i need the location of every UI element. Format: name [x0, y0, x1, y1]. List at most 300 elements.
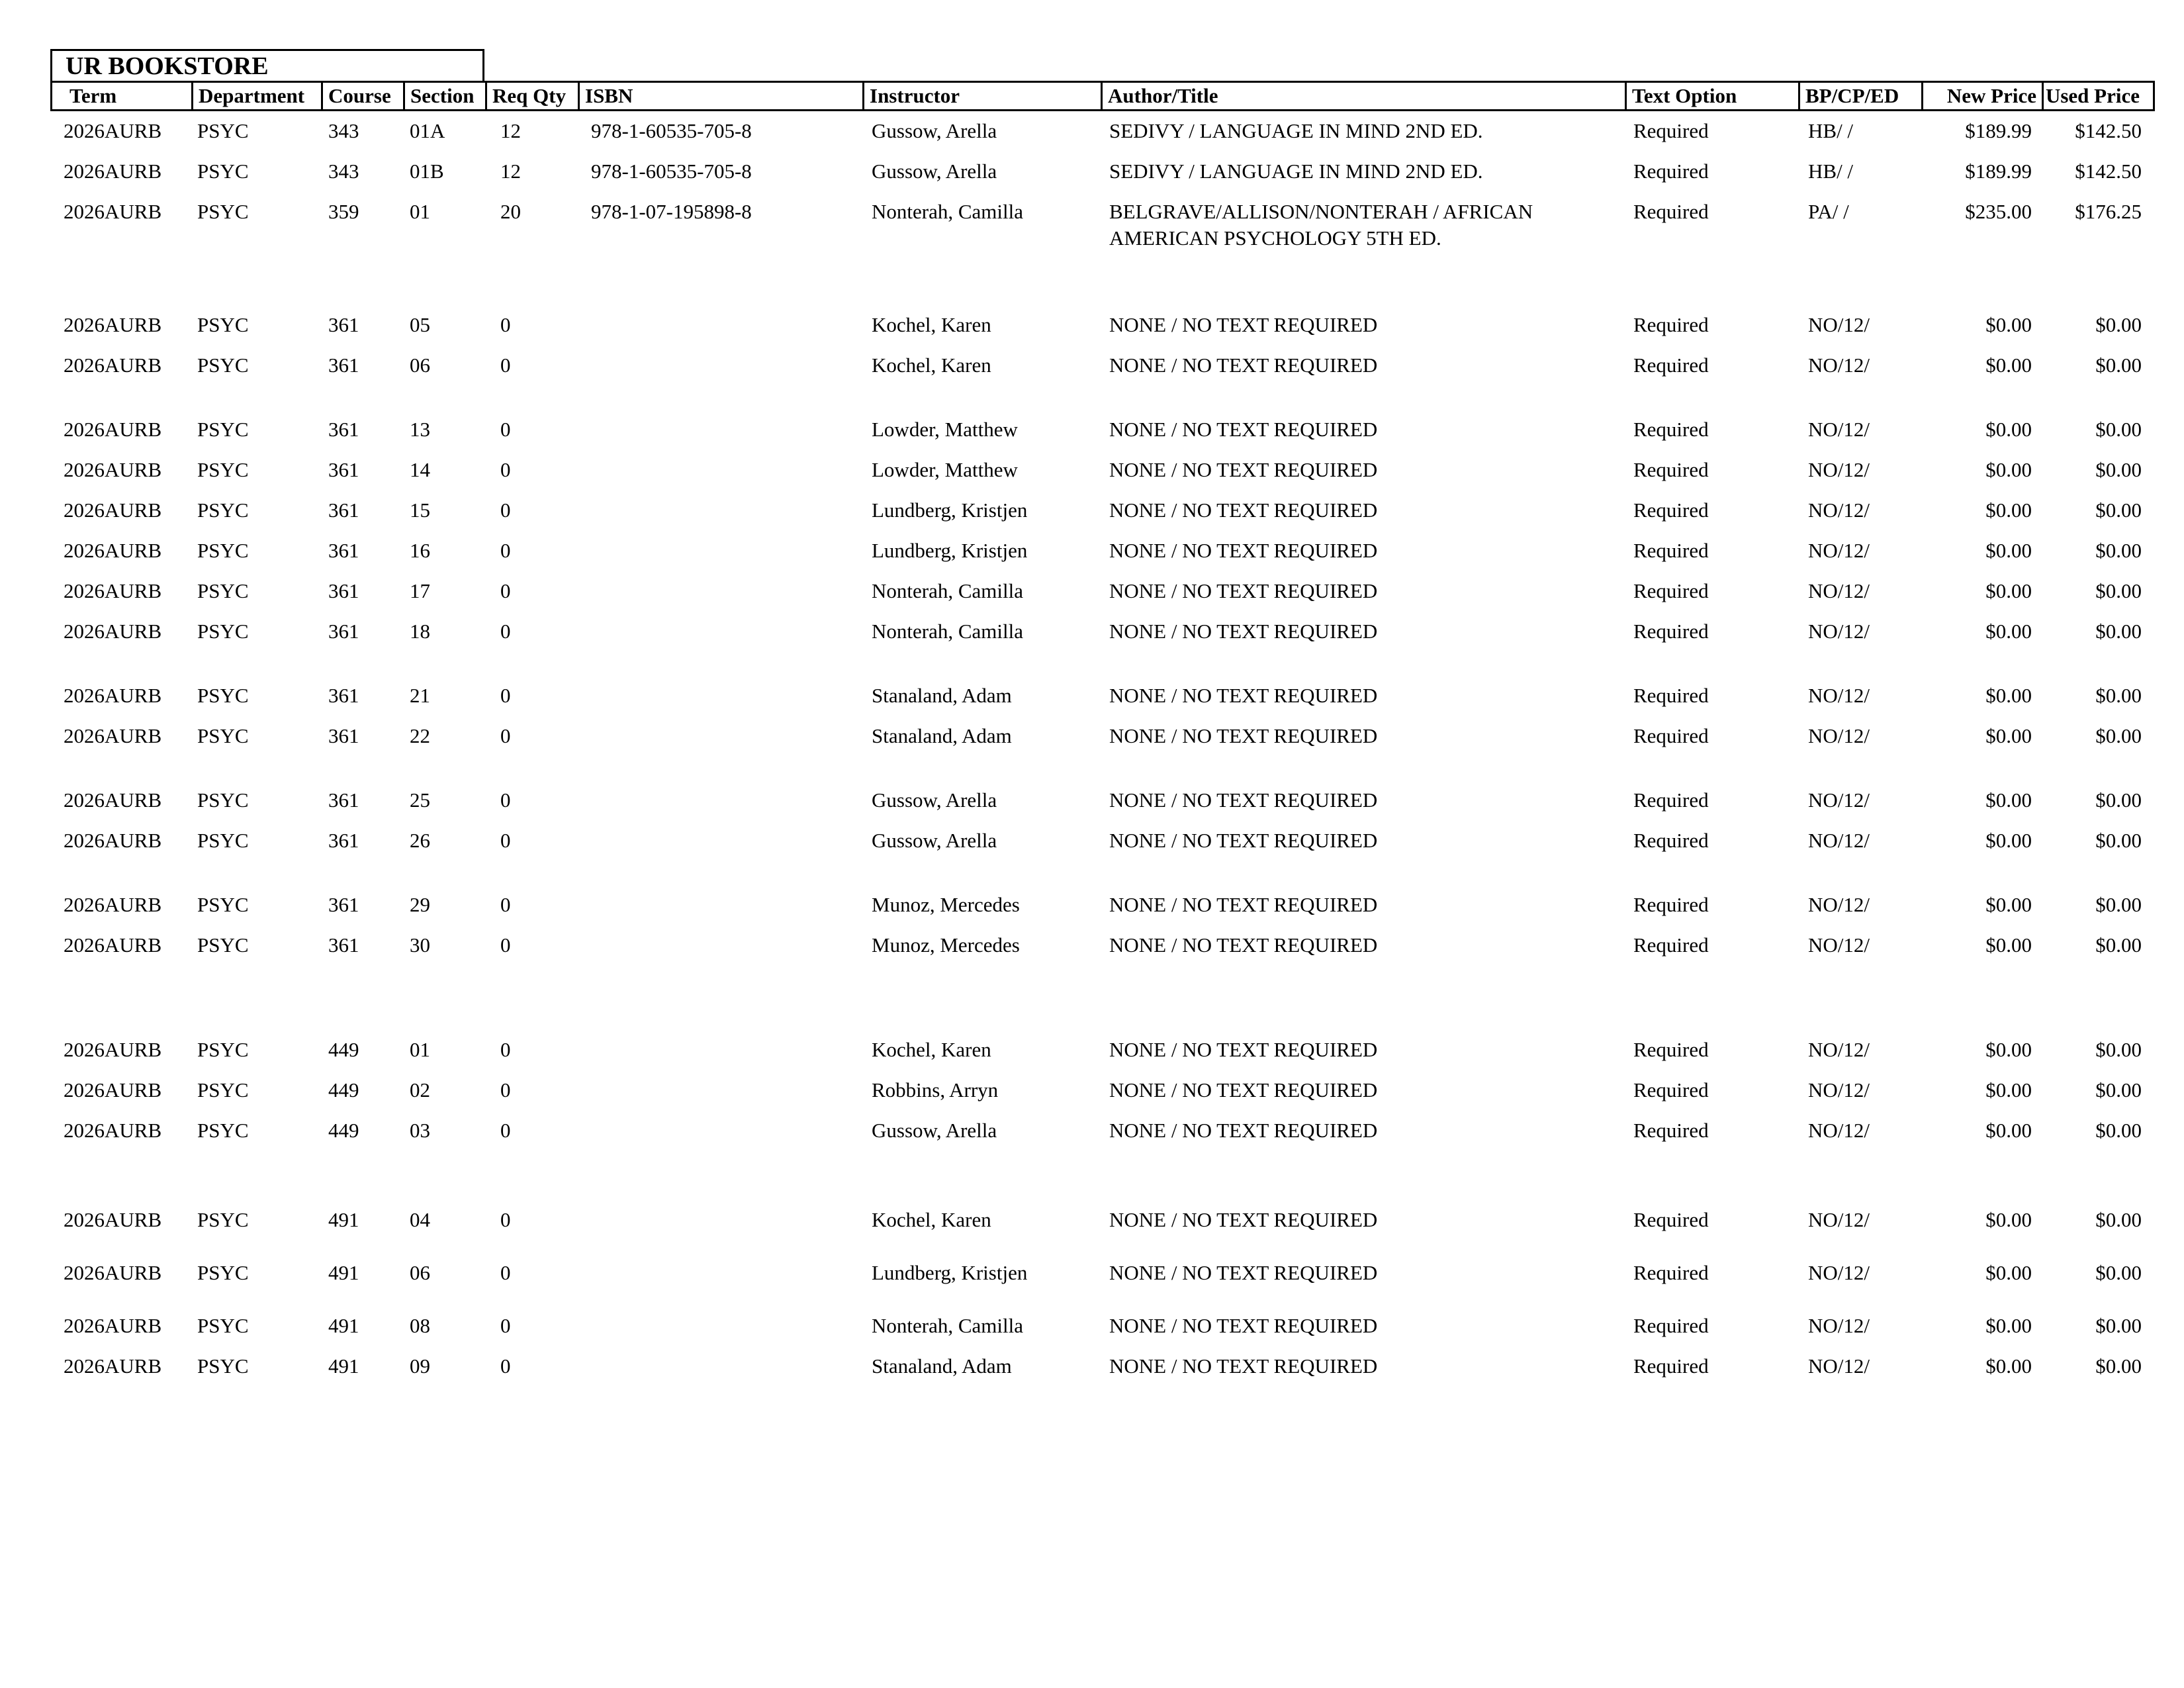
cell-text-option: Required	[1633, 1038, 1709, 1061]
cell-department: PSYC	[197, 620, 249, 643]
cell-text-option: Required	[1633, 498, 1709, 522]
cell-req-qty: 12	[500, 160, 521, 183]
cell-course: 361	[328, 788, 359, 812]
cell-term: 2026AURB	[64, 788, 162, 812]
cell-department: PSYC	[197, 1261, 249, 1284]
cell-instructor: Lundberg, Kristjen	[872, 1261, 1028, 1284]
table-row	[0, 118, 2184, 144]
cell-course: 361	[328, 458, 359, 481]
cell-req-qty: 0	[500, 933, 511, 957]
cell-bp-cp-ed: NO/12/	[1808, 579, 1870, 602]
cell-new-price: $0.00	[1985, 684, 2032, 707]
cell-term: 2026AURB	[64, 313, 162, 336]
cell-instructor: Gussow, Arella	[872, 1119, 997, 1142]
cell-req-qty: 0	[500, 893, 511, 916]
cell-text-option: Required	[1633, 1354, 1709, 1378]
cell-new-price: $0.00	[1985, 893, 2032, 916]
cell-bp-cp-ed: NO/12/	[1808, 1119, 1870, 1142]
cell-bp-cp-ed: NO/12/	[1808, 498, 1870, 522]
cell-bp-cp-ed: NO/12/	[1808, 1038, 1870, 1061]
cell-new-price: $0.00	[1985, 1119, 2032, 1142]
cell-text-option: Required	[1633, 418, 1709, 441]
cell-section: 13	[410, 418, 430, 441]
cell-req-qty: 0	[500, 313, 511, 336]
cell-new-price: $0.00	[1985, 539, 2032, 562]
table-row	[0, 1077, 2184, 1103]
cell-term: 2026AURB	[64, 353, 162, 377]
cell-used-price: $176.25	[2075, 200, 2142, 223]
cell-course: 343	[328, 160, 359, 183]
cell-section: 03	[410, 1119, 430, 1142]
table-row	[0, 199, 2184, 250]
cell-used-price: $0.00	[2095, 933, 2142, 957]
cell-section: 02	[410, 1078, 430, 1102]
table-row	[0, 1037, 2184, 1063]
table-row	[0, 1313, 2184, 1339]
cell-department: PSYC	[197, 1354, 249, 1378]
cell-department: PSYC	[197, 579, 249, 602]
cell-author-title: SEDIVY / LANGUAGE IN MIND 2ND ED.	[1109, 119, 1483, 142]
cell-instructor: Stanaland, Adam	[872, 1354, 1012, 1378]
cell-section: 09	[410, 1354, 430, 1378]
cell-new-price: $0.00	[1985, 418, 2032, 441]
cell-author-title: NONE / NO TEXT REQUIRED	[1109, 1261, 1378, 1284]
cell-course: 361	[328, 313, 359, 336]
cell-author-title: NONE / NO TEXT REQUIRED	[1109, 829, 1378, 852]
table-row	[0, 827, 2184, 854]
cell-used-price: $142.50	[2075, 119, 2142, 142]
cell-text-option: Required	[1633, 829, 1709, 852]
cell-req-qty: 0	[500, 353, 511, 377]
header-isbn: ISBN	[578, 83, 862, 109]
cell-used-price: $0.00	[2095, 684, 2142, 707]
cell-term: 2026AURB	[64, 498, 162, 522]
table-row	[0, 1353, 2184, 1380]
cell-used-price: $0.00	[2095, 458, 2142, 481]
cell-department: PSYC	[197, 313, 249, 336]
cell-req-qty: 20	[500, 200, 521, 223]
cell-used-price: $0.00	[2095, 829, 2142, 852]
cell-req-qty: 0	[500, 579, 511, 602]
cell-term: 2026AURB	[64, 539, 162, 562]
cell-term: 2026AURB	[64, 724, 162, 747]
cell-text-option: Required	[1633, 119, 1709, 142]
cell-term: 2026AURB	[64, 418, 162, 441]
cell-bp-cp-ed: NO/12/	[1808, 418, 1870, 441]
header-used-price: Used Price	[2042, 83, 2153, 109]
cell-section: 14	[410, 458, 430, 481]
cell-department: PSYC	[197, 1038, 249, 1061]
cell-used-price: $0.00	[2095, 418, 2142, 441]
header-req-qty: Req Qty	[485, 83, 578, 109]
cell-text-option: Required	[1633, 1208, 1709, 1231]
cell-req-qty: 12	[500, 119, 521, 142]
cell-term: 2026AURB	[64, 684, 162, 707]
cell-new-price: $0.00	[1985, 458, 2032, 481]
cell-department: PSYC	[197, 498, 249, 522]
cell-department: PSYC	[197, 418, 249, 441]
header-author-title: Author/Title	[1101, 83, 1625, 109]
cell-instructor: Kochel, Karen	[872, 1038, 991, 1061]
cell-req-qty: 0	[500, 620, 511, 643]
cell-instructor: Lundberg, Kristjen	[872, 539, 1028, 562]
cell-author-title: SEDIVY / LANGUAGE IN MIND 2ND ED.	[1109, 160, 1483, 183]
cell-section: 25	[410, 788, 430, 812]
cell-new-price: $0.00	[1985, 1314, 2032, 1337]
cell-term: 2026AURB	[64, 200, 162, 223]
cell-req-qty: 0	[500, 539, 511, 562]
header-term: Term	[69, 84, 117, 107]
cell-text-option: Required	[1633, 1314, 1709, 1337]
cell-bp-cp-ed: HB/ /	[1808, 119, 1854, 142]
cell-term: 2026AURB	[64, 1354, 162, 1378]
cell-course: 361	[328, 893, 359, 916]
cell-text-option: Required	[1633, 620, 1709, 643]
cell-department: PSYC	[197, 1078, 249, 1102]
cell-bp-cp-ed: HB/ /	[1808, 160, 1854, 183]
cell-section: 01	[410, 200, 430, 223]
cell-instructor: Nonterah, Camilla	[872, 200, 1023, 223]
cell-instructor: Gussow, Arella	[872, 829, 997, 852]
table-row	[0, 723, 2184, 749]
cell-text-option: Required	[1633, 933, 1709, 957]
cell-instructor: Stanaland, Adam	[872, 724, 1012, 747]
cell-instructor: Nonterah, Camilla	[872, 579, 1023, 602]
cell-new-price: $0.00	[1985, 313, 2032, 336]
cell-section: 06	[410, 1261, 430, 1284]
cell-course: 361	[328, 498, 359, 522]
cell-bp-cp-ed: NO/12/	[1808, 1078, 1870, 1102]
cell-author-title: NONE / NO TEXT REQUIRED	[1109, 684, 1378, 707]
cell-instructor: Kochel, Karen	[872, 353, 991, 377]
cell-course: 491	[328, 1208, 359, 1231]
cell-text-option: Required	[1633, 539, 1709, 562]
cell-department: PSYC	[197, 788, 249, 812]
cell-used-price: $142.50	[2075, 160, 2142, 183]
cell-term: 2026AURB	[64, 160, 162, 183]
cell-author-title: NONE / NO TEXT REQUIRED	[1109, 1078, 1378, 1102]
cell-new-price: $0.00	[1985, 1208, 2032, 1231]
cell-new-price: $0.00	[1985, 933, 2032, 957]
cell-department: PSYC	[197, 933, 249, 957]
cell-course: 361	[328, 579, 359, 602]
cell-req-qty: 0	[500, 498, 511, 522]
header-bp-cp-ed: BP/CP/ED	[1798, 83, 1921, 109]
cell-course: 343	[328, 119, 359, 142]
cell-author-title: NONE / NO TEXT REQUIRED	[1109, 1314, 1378, 1337]
cell-author-title: NONE / NO TEXT REQUIRED	[1109, 724, 1378, 747]
cell-req-qty: 0	[500, 829, 511, 852]
cell-section: 15	[410, 498, 430, 522]
cell-used-price: $0.00	[2095, 620, 2142, 643]
cell-department: PSYC	[197, 160, 249, 183]
cell-new-price: $189.99	[1965, 160, 2032, 183]
cell-instructor: Robbins, Arryn	[872, 1078, 999, 1102]
cell-used-price: $0.00	[2095, 313, 2142, 336]
cell-course: 361	[328, 539, 359, 562]
cell-new-price: $0.00	[1985, 788, 2032, 812]
table-row	[0, 457, 2184, 483]
table-row	[0, 158, 2184, 185]
table-row	[0, 682, 2184, 709]
cell-department: PSYC	[197, 539, 249, 562]
cell-term: 2026AURB	[64, 829, 162, 852]
cell-bp-cp-ed: PA/ /	[1808, 200, 1849, 223]
cell-section: 16	[410, 539, 430, 562]
cell-text-option: Required	[1633, 200, 1709, 223]
cell-req-qty: 0	[500, 418, 511, 441]
cell-course: 361	[328, 933, 359, 957]
cell-req-qty: 0	[500, 1119, 511, 1142]
cell-course: 361	[328, 829, 359, 852]
cell-req-qty: 0	[500, 458, 511, 481]
header-department: Department	[191, 83, 321, 109]
cell-bp-cp-ed: NO/12/	[1808, 1314, 1870, 1337]
cell-term: 2026AURB	[64, 119, 162, 142]
cell-instructor: Lowder, Matthew	[872, 418, 1018, 441]
cell-new-price: $0.00	[1985, 1038, 2032, 1061]
table-row	[0, 538, 2184, 564]
cell-author-title: NONE / NO TEXT REQUIRED	[1109, 313, 1378, 336]
cell-author-title: NONE / NO TEXT REQUIRED	[1109, 353, 1378, 377]
table-row	[0, 787, 2184, 814]
cell-instructor: Gussow, Arella	[872, 788, 997, 812]
cell-bp-cp-ed: NO/12/	[1808, 1261, 1870, 1284]
cell-req-qty: 0	[500, 724, 511, 747]
table-row	[0, 618, 2184, 645]
cell-author-title: NONE / NO TEXT REQUIRED	[1109, 893, 1378, 916]
cell-req-qty: 0	[500, 1078, 511, 1102]
cell-new-price: $0.00	[1985, 1354, 2032, 1378]
cell-used-price: $0.00	[2095, 1208, 2142, 1231]
cell-bp-cp-ed: NO/12/	[1808, 1354, 1870, 1378]
cell-section: 01B	[410, 160, 444, 183]
cell-text-option: Required	[1633, 313, 1709, 336]
cell-new-price: $189.99	[1965, 119, 2032, 142]
cell-section: 08	[410, 1314, 430, 1337]
cell-used-price: $0.00	[2095, 1119, 2142, 1142]
cell-new-price: $235.00	[1965, 200, 2032, 223]
cell-section: 05	[410, 313, 430, 336]
cell-author-title: NONE / NO TEXT REQUIRED	[1109, 620, 1378, 643]
header-course: Course	[321, 83, 403, 109]
report-title: UR BOOKSTORE	[50, 49, 484, 81]
cell-author-title: NONE / NO TEXT REQUIRED	[1109, 1119, 1378, 1142]
cell-used-price: $0.00	[2095, 539, 2142, 562]
cell-department: PSYC	[197, 1119, 249, 1142]
cell-text-option: Required	[1633, 160, 1709, 183]
cell-used-price: $0.00	[2095, 1354, 2142, 1378]
cell-text-option: Required	[1633, 1119, 1709, 1142]
cell-department: PSYC	[197, 1208, 249, 1231]
cell-text-option: Required	[1633, 1261, 1709, 1284]
cell-used-price: $0.00	[2095, 1038, 2142, 1061]
cell-term: 2026AURB	[64, 1119, 162, 1142]
cell-used-price: $0.00	[2095, 1261, 2142, 1284]
cell-instructor: Gussow, Arella	[872, 160, 997, 183]
cell-course: 491	[328, 1261, 359, 1284]
cell-used-price: $0.00	[2095, 724, 2142, 747]
cell-term: 2026AURB	[64, 1038, 162, 1061]
cell-instructor: Gussow, Arella	[872, 119, 997, 142]
cell-section: 18	[410, 620, 430, 643]
cell-instructor: Stanaland, Adam	[872, 684, 1012, 707]
cell-new-price: $0.00	[1985, 829, 2032, 852]
cell-department: PSYC	[197, 458, 249, 481]
cell-used-price: $0.00	[2095, 579, 2142, 602]
table-row	[0, 352, 2184, 379]
cell-new-price: $0.00	[1985, 620, 2032, 643]
cell-department: PSYC	[197, 724, 249, 747]
cell-text-option: Required	[1633, 353, 1709, 377]
cell-req-qty: 0	[500, 788, 511, 812]
cell-isbn: 978-1-60535-705-8	[591, 119, 752, 142]
table-row	[0, 932, 2184, 959]
cell-text-option: Required	[1633, 893, 1709, 916]
cell-department: PSYC	[197, 829, 249, 852]
cell-section: 01	[410, 1038, 430, 1061]
cell-course: 491	[328, 1314, 359, 1337]
cell-isbn: 978-1-60535-705-8	[591, 160, 752, 183]
cell-term: 2026AURB	[64, 933, 162, 957]
cell-bp-cp-ed: NO/12/	[1808, 353, 1870, 377]
cell-isbn: 978-1-07-195898-8	[591, 200, 752, 223]
table-row	[0, 578, 2184, 604]
cell-term: 2026AURB	[64, 620, 162, 643]
cell-department: PSYC	[197, 353, 249, 377]
header-instructor: Instructor	[862, 83, 1101, 109]
cell-department: PSYC	[197, 200, 249, 223]
table-row	[0, 1260, 2184, 1286]
cell-author-title: NONE / NO TEXT REQUIRED	[1109, 1208, 1378, 1231]
cell-section: 30	[410, 933, 430, 957]
cell-author-title: NONE / NO TEXT REQUIRED	[1109, 1038, 1378, 1061]
cell-term: 2026AURB	[64, 1261, 162, 1284]
cell-new-price: $0.00	[1985, 498, 2032, 522]
cell-author-title: NONE / NO TEXT REQUIRED	[1109, 498, 1378, 522]
header-text-option: Text Option	[1625, 83, 1798, 109]
cell-used-price: $0.00	[2095, 788, 2142, 812]
cell-course: 361	[328, 620, 359, 643]
cell-course: 359	[328, 200, 359, 223]
cell-department: PSYC	[197, 119, 249, 142]
cell-bp-cp-ed: NO/12/	[1808, 933, 1870, 957]
cell-term: 2026AURB	[64, 579, 162, 602]
cell-used-price: $0.00	[2095, 1078, 2142, 1102]
cell-req-qty: 0	[500, 1038, 511, 1061]
cell-section: 06	[410, 353, 430, 377]
cell-used-price: $0.00	[2095, 353, 2142, 377]
cell-text-option: Required	[1633, 724, 1709, 747]
cell-instructor: Kochel, Karen	[872, 1208, 991, 1231]
cell-req-qty: 0	[500, 1354, 511, 1378]
cell-bp-cp-ed: NO/12/	[1808, 1208, 1870, 1231]
cell-bp-cp-ed: NO/12/	[1808, 539, 1870, 562]
cell-new-price: $0.00	[1985, 724, 2032, 747]
cell-req-qty: 0	[500, 1261, 511, 1284]
cell-course: 361	[328, 418, 359, 441]
cell-used-price: $0.00	[2095, 893, 2142, 916]
cell-course: 491	[328, 1354, 359, 1378]
cell-course: 361	[328, 684, 359, 707]
cell-author-title: NONE / NO TEXT REQUIRED	[1109, 418, 1378, 441]
cell-author-title: NONE / NO TEXT REQUIRED	[1109, 788, 1378, 812]
cell-section: 17	[410, 579, 430, 602]
cell-new-price: $0.00	[1985, 579, 2032, 602]
cell-bp-cp-ed: NO/12/	[1808, 313, 1870, 336]
cell-instructor: Munoz, Mercedes	[872, 933, 1020, 957]
cell-term: 2026AURB	[64, 1314, 162, 1337]
cell-text-option: Required	[1633, 458, 1709, 481]
cell-req-qty: 0	[500, 684, 511, 707]
cell-term: 2026AURB	[64, 1208, 162, 1231]
cell-instructor: Nonterah, Camilla	[872, 620, 1023, 643]
table-row	[0, 1117, 2184, 1144]
cell-author-title: NONE / NO TEXT REQUIRED	[1109, 579, 1378, 602]
header-section: Section	[403, 83, 485, 109]
table-row	[0, 1207, 2184, 1233]
cell-instructor: Nonterah, Camilla	[872, 1314, 1023, 1337]
cell-section: 29	[410, 893, 430, 916]
cell-instructor: Munoz, Mercedes	[872, 893, 1020, 916]
cell-instructor: Lundberg, Kristjen	[872, 498, 1028, 522]
cell-text-option: Required	[1633, 788, 1709, 812]
cell-bp-cp-ed: NO/12/	[1808, 893, 1870, 916]
cell-req-qty: 0	[500, 1314, 511, 1337]
table-row	[0, 312, 2184, 338]
cell-text-option: Required	[1633, 1078, 1709, 1102]
cell-term: 2026AURB	[64, 458, 162, 481]
cell-bp-cp-ed: NO/12/	[1808, 788, 1870, 812]
cell-term: 2026AURB	[64, 1078, 162, 1102]
cell-bp-cp-ed: NO/12/	[1808, 458, 1870, 481]
cell-bp-cp-ed: NO/12/	[1808, 724, 1870, 747]
cell-author-title: NONE / NO TEXT REQUIRED	[1109, 458, 1378, 481]
cell-instructor: Kochel, Karen	[872, 313, 991, 336]
cell-section: 04	[410, 1208, 430, 1231]
cell-author-title: NONE / NO TEXT REQUIRED	[1109, 539, 1378, 562]
cell-section: 22	[410, 724, 430, 747]
table-row	[0, 892, 2184, 918]
cell-author-title: BELGRAVE/ALLISON/NONTERAH / AFRICAN AMERICAN PSYCHOLOGY 5TH ED.	[1109, 200, 1533, 250]
cell-section: 26	[410, 829, 430, 852]
cell-text-option: Required	[1633, 684, 1709, 707]
table-row	[0, 497, 2184, 524]
cell-section: 21	[410, 684, 430, 707]
cell-author-title: NONE / NO TEXT REQUIRED	[1109, 933, 1378, 957]
cell-bp-cp-ed: NO/12/	[1808, 620, 1870, 643]
cell-new-price: $0.00	[1985, 1078, 2032, 1102]
cell-department: PSYC	[197, 684, 249, 707]
cell-department: PSYC	[197, 893, 249, 916]
cell-bp-cp-ed: NO/12/	[1808, 829, 1870, 852]
cell-course: 449	[328, 1078, 359, 1102]
cell-instructor: Lowder, Matthew	[872, 458, 1018, 481]
cell-used-price: $0.00	[2095, 1314, 2142, 1337]
cell-author-title: NONE / NO TEXT REQUIRED	[1109, 1354, 1378, 1378]
cell-course: 361	[328, 724, 359, 747]
cell-req-qty: 0	[500, 1208, 511, 1231]
cell-used-price: $0.00	[2095, 498, 2142, 522]
cell-course: 449	[328, 1038, 359, 1061]
cell-department: PSYC	[197, 1314, 249, 1337]
cell-term: 2026AURB	[64, 893, 162, 916]
cell-section: 01A	[410, 119, 445, 142]
cell-text-option: Required	[1633, 579, 1709, 602]
cell-course: 361	[328, 353, 359, 377]
cell-bp-cp-ed: NO/12/	[1808, 684, 1870, 707]
cell-new-price: $0.00	[1985, 353, 2032, 377]
